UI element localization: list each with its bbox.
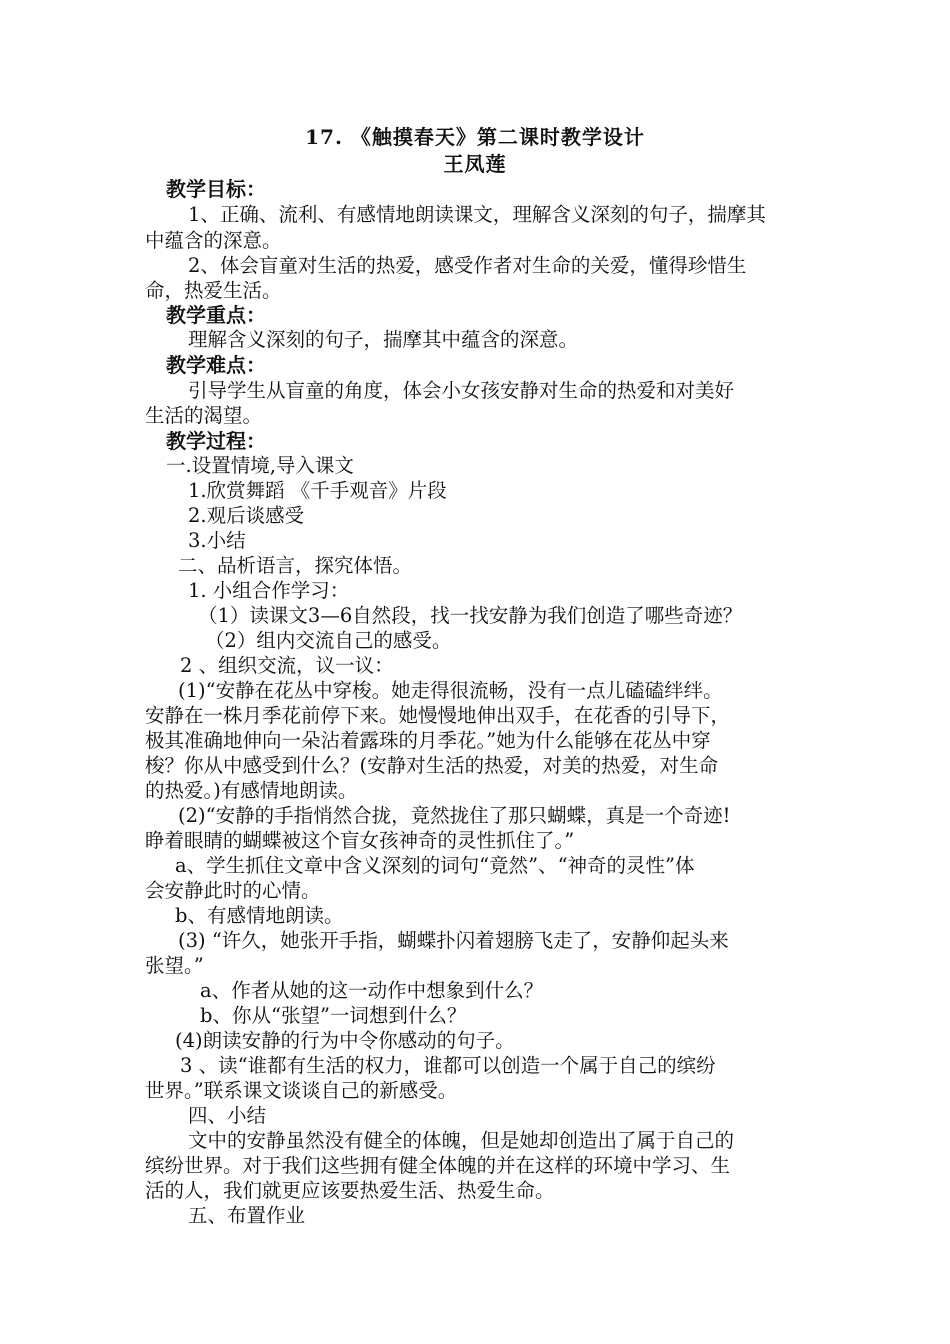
section-heading-key-points: 教学重点： <box>166 303 266 327</box>
paragraph-line: a、学生抓住文章中含义深刻的词句“竟然”、“神奇的灵性”体 <box>175 854 695 877</box>
paragraph-line: （1）读课文3—6自然段，找一找安静为我们创造了哪些奇迹？ <box>198 604 743 627</box>
paragraph-line: 1. 小组合作学习： <box>188 579 350 602</box>
paragraph-line: 生活的渴望。 <box>145 404 263 427</box>
paragraph-line: 梭？你从中感受到什么？(安静对生活的热爱，对美的热爱，对生命 <box>145 754 719 777</box>
paragraph-line: （2）组内交流自己的感受。 <box>205 629 452 652</box>
paragraph-line: 理解含义深刻的句子，揣摩其中蕴含的深意。 <box>188 328 579 351</box>
paragraph-line: 一.设置情境,导入课文 <box>166 454 354 477</box>
paragraph-line: b、有感情地朗读。 <box>175 904 344 927</box>
section-heading-process: 教学过程： <box>166 429 266 453</box>
paragraph-line: 睁着眼睛的蝴蝶被这个盲女孩神奇的灵性抓住了。” <box>145 829 575 852</box>
paragraph-line: 的热爱。)有感情地朗读。 <box>145 779 358 802</box>
paragraph-line: 缤纷世界。对于我们这些拥有健全体魄的并在这样的环境中学习、生 <box>145 1154 731 1177</box>
paragraph-line: 3 、读“谁都有生活的权力，谁都可以创造一个属于自己的缤纷 <box>180 1054 716 1077</box>
paragraph-line: 引导学生从盲童的角度，体会小女孩安静对生命的热爱和对美好 <box>188 379 735 402</box>
document-author: 王凤莲 <box>443 152 507 176</box>
paragraph-line: 安静在一株月季花前停下来。她慢慢地伸出双手，在花香的引导下， <box>145 704 731 727</box>
paragraph-line: b、你从“张望”一词想到什么？ <box>200 1004 467 1027</box>
paragraph-line: 2、体会盲童对生活的热爱，感受作者对生命的关爱，懂得珍惜生 <box>188 254 747 277</box>
paragraph-line: 会安静此时的心情。 <box>145 879 321 902</box>
paragraph-line: (3) “许久，她张开手指，蝴蝶扑闪着翅膀飞走了，安静仰起头来 <box>178 929 729 952</box>
paragraph-line: 五、布置作业 <box>188 1204 306 1227</box>
paragraph-line: 2.观后谈感受 <box>188 504 305 527</box>
paragraph-line: 世界。”联系课文谈谈自己的新感受。 <box>145 1079 458 1102</box>
paragraph-line: 中蕴含的深意。 <box>145 229 282 252</box>
paragraph-line: 1.欣赏舞蹈 《千手观音》片段 <box>188 479 447 502</box>
paragraph-line: 文中的安静虽然没有健全的体魄，但是她却创造出了属于自己的 <box>188 1129 735 1152</box>
paragraph-line: 1、正确、流利、有感情地朗读课文，理解含义深刻的句子，揣摩其 <box>188 203 766 226</box>
paragraph-line: 四、小结 <box>188 1104 267 1127</box>
paragraph-line: 活的人，我们就更应该要热爱生活、热爱生命。 <box>145 1179 555 1202</box>
section-heading-difficulties: 教学难点： <box>166 353 266 377</box>
paragraph-line: (1)“安静在花丛中穿梭。她走得很流畅，没有一点儿磕磕绊绊。 <box>178 679 723 702</box>
paragraph-line: 3.小结 <box>188 529 246 552</box>
paragraph-line: a、作者从她的这一动作中想象到什么？ <box>200 979 544 1002</box>
paragraph-line: (2)“安静的手指悄然合拢，竟然拢住了那只蝴蝶，真是一个奇迹! <box>178 804 731 827</box>
paragraph-line: 张望。” <box>145 954 204 977</box>
section-heading-objectives: 教学目标： <box>166 177 266 201</box>
paragraph-line: (4)朗读安静的行为中令你感动的句子。 <box>175 1029 515 1052</box>
paragraph-line: 命，热爱生活。 <box>145 279 282 302</box>
paragraph-line: 二、品析语言，探究体悟。 <box>178 554 413 577</box>
paragraph-line: 极其准确地伸向一朵沾着露珠的月季花。”她为什么能够在花丛中穿 <box>145 729 711 752</box>
document-title: 17. 《触摸春天》第二课时教学设计 <box>305 125 645 149</box>
paragraph-line: 2 、组织交流，议一议： <box>180 654 394 677</box>
